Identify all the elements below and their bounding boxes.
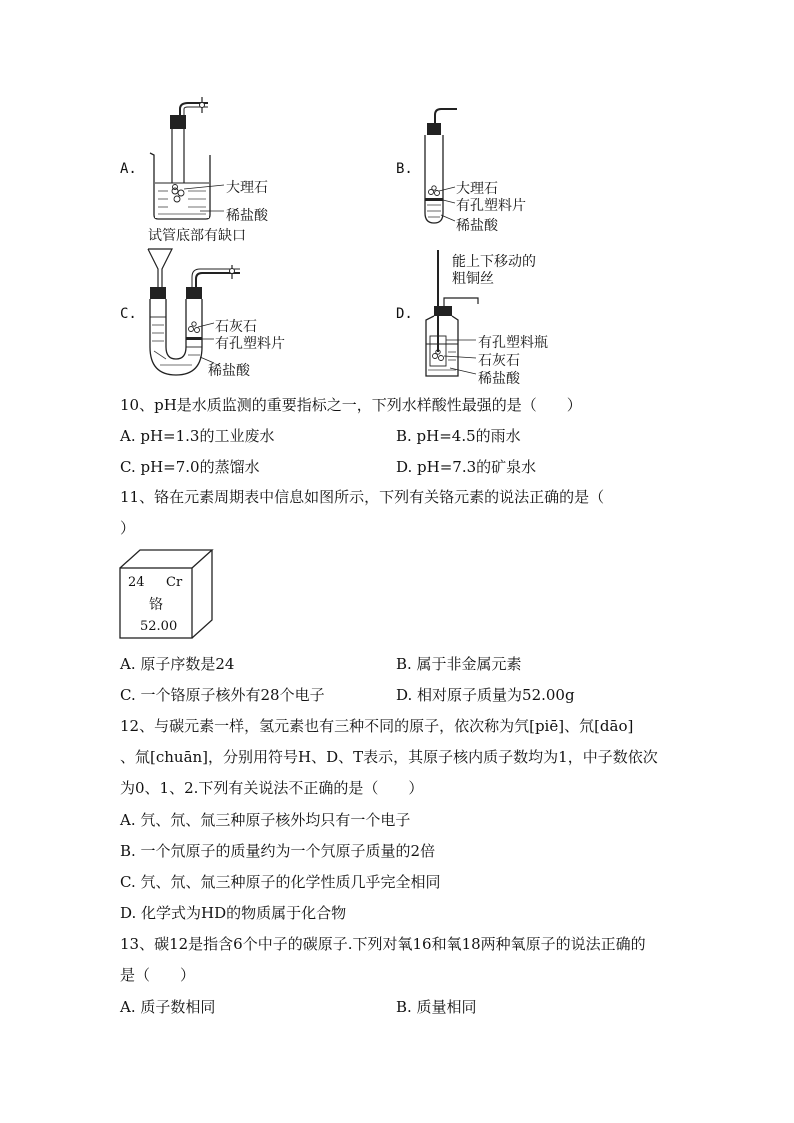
q13-stem-line2: 是（ ）	[120, 966, 196, 984]
figure-d-label-wire1: 能上下移动的	[452, 254, 536, 270]
element-symbol: Cr	[166, 575, 183, 590]
q12-stem-line2: 、氚[chuān]，分别用符号H、D、T表示，其原子核内质子数均为1，中子数依次	[120, 748, 658, 766]
figure-c-label-limestone: 石灰石	[215, 319, 257, 335]
element-atomic-mass: 52.00	[140, 619, 178, 634]
q11-option-b: B. 属于非金属元素	[396, 655, 522, 673]
q12-option-d: D. 化学式为HD的物质属于化合物	[120, 904, 347, 922]
figure-a-label-marble: 大理石	[226, 180, 268, 196]
figure-d-label-wire2: 粗铜丝	[452, 271, 494, 287]
q13-stem-line1: 13、碳12是指含6个中子的碳原子.下列对氧16和氧18两种氧原子的说法正确的	[120, 935, 646, 953]
figure-a-label-note: 试管底部有缺口	[148, 228, 246, 244]
q11-stem-line1: 11、铬在元素周期表中信息如图所示，下列有关铬元素的说法正确的是（	[120, 488, 605, 506]
q10-option-c: C. pH=7.0的蒸馏水	[120, 458, 260, 476]
figure-b-label-marble: 大理石	[456, 181, 498, 197]
q13-option-a: A. 质子数相同	[120, 998, 216, 1016]
element-name: 铬	[149, 597, 163, 613]
element-atomic-number: 24	[128, 575, 145, 590]
q11-option-a: A. 原子序数是24	[120, 655, 235, 673]
q12-option-c: C. 氕、氘、氚三种原子的化学性质几乎完全相同	[120, 873, 441, 891]
figure-b-label-plastic: 有孔塑料片	[456, 198, 526, 214]
figure-c-label-plastic: 有孔塑料片	[215, 336, 285, 352]
q12-stem-line1: 12、与碳元素一样，氢元素也有三种不同的原子，依次称为氕[piē]、氘[dāo]	[120, 717, 634, 735]
q12-option-b: B. 一个氘原子的质量约为一个氕原子质量的2倍	[120, 842, 436, 860]
q10-option-b: B. pH=4.5的雨水	[396, 427, 521, 445]
q11-option-d: D. 相对原子质量为52.00g	[396, 686, 575, 704]
q10-stem: 10、pH是水质监测的重要指标之一，下列水样酸性最强的是（ ）	[120, 396, 582, 414]
figure-b-letter: B.	[396, 161, 413, 177]
q10-option-a: A. pH=1.3的工业废水	[120, 427, 275, 445]
figure-d-label-plastic-bottle: 有孔塑料瓶	[478, 335, 548, 351]
q11-stem-line2: ）	[120, 519, 136, 537]
figure-d-letter: D.	[396, 306, 413, 322]
figure-d-label-limestone: 石灰石	[478, 353, 520, 369]
figure-c-letter: C.	[120, 306, 137, 322]
q10-option-d: D. pH=7.3的矿泉水	[396, 458, 537, 476]
figure-a-label-acid: 稀盐酸	[226, 208, 268, 224]
q13-option-b: B. 质量相同	[396, 998, 477, 1016]
figure-c-label-acid: 稀盐酸	[208, 363, 250, 379]
q12-stem-line3: 为0、1、2.下列有关说法不正确的是（ ）	[120, 779, 424, 797]
q12-option-a: A. 氕、氘、氚三种原子核外均只有一个电子	[120, 811, 411, 829]
figure-b-label-acid: 稀盐酸	[456, 218, 498, 234]
figure-d-label-acid: 稀盐酸	[478, 371, 520, 387]
q11-option-c: C. 一个铬原子核外有28个电子	[120, 686, 325, 704]
figure-a-letter: A.	[120, 161, 137, 177]
